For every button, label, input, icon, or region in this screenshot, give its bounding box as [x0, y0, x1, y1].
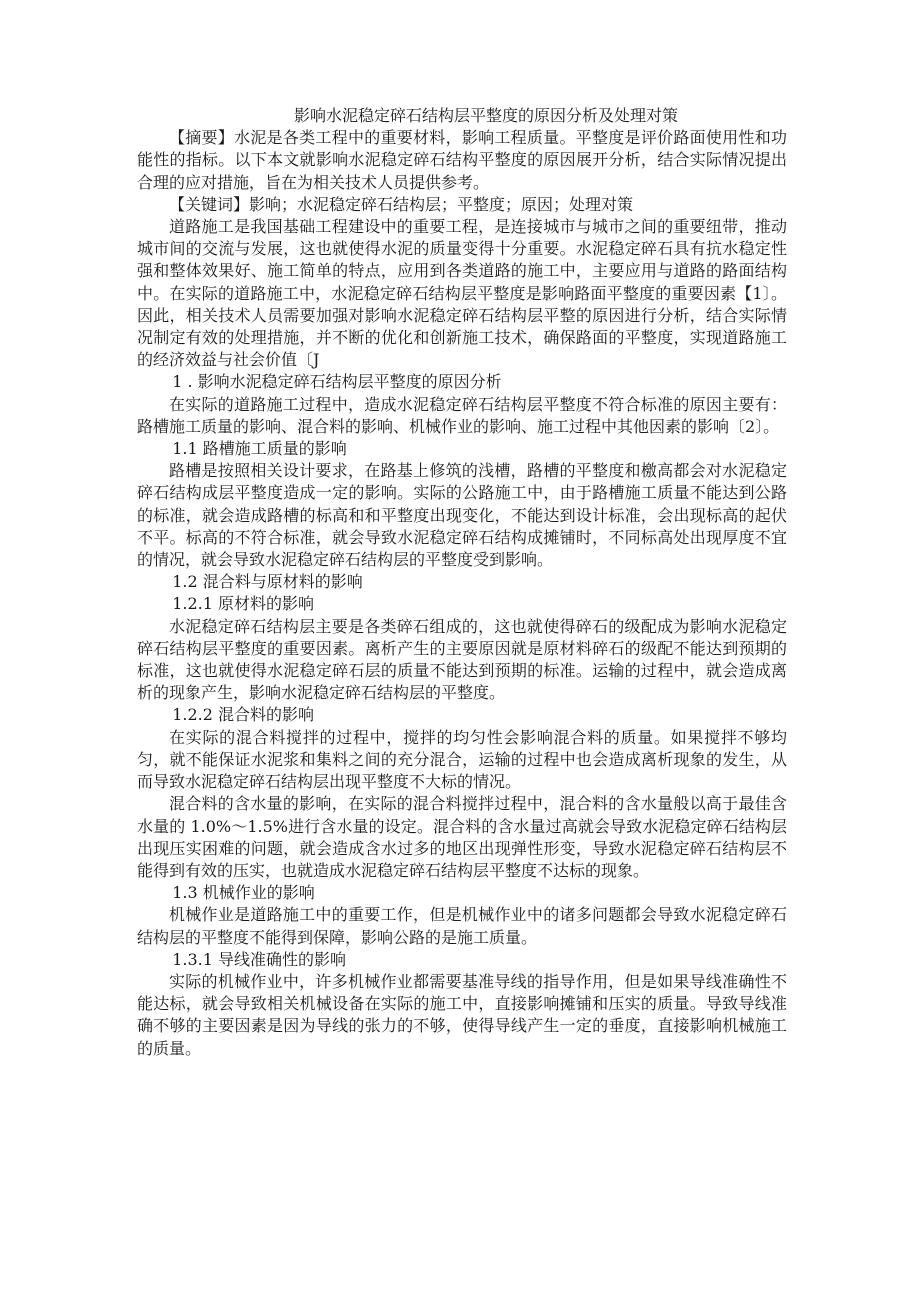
section-1-1-paragraph: 路槽是按照相关设计要求，在路基上修筑的浅槽，路槽的平整度和檄高都会对水泥稳定碎石结构成层平整度造成一定的影响。实际的公路施工中，由于路槽施工质量不能达到公路的标准，就会造成路槽的标高和和平整度出现变化，不能达到设计标准，会出现标高的起伏不平。标高的不符合标准，就会导致水泥稳定碎石结构成摊铺时，不同标高处出现厚度不宜的情况，就会导致水泥稳定碎石结构层的平整度受到影响。 — [137, 461, 787, 570]
section-1-heading: 1 . 影响水泥稳定碎石结构层平整度的原因分析 — [172, 372, 502, 392]
section-1-2-2-heading: 1.2.2 混合料的影响 — [172, 705, 314, 725]
abstract-text: 水泥是各类工程中的重要材料，影响工程质量。平整度是评价路面使用性和功能性的指标。以下本文就影响水泥稳定碎石结构平整度的原因展开分析，结合实际情况提出合理的应对措施，旨在为相关技术人员提供参考。 — [137, 128, 787, 192]
section-1-3-1-heading: 1.3.1 导线准确性的影响 — [172, 949, 346, 969]
section-1-2-2-paragraph-b: 混合料的含水量的影响，在实际的混合料搅拌过程中，混合料的含水量般以高于最佳含水量的 1.0%～1.5%进行含水量的设定。混合料的含水量过高就会导致水泥稳定碎石结构层出现压实困难的问题，就会造成含水过多的地区出现弹性形变，导致水泥稳定碎石结构层不能得到有效的压实，也就造成水泥稳定碎石结构层平整度不达标的现象。 — [137, 794, 787, 880]
section-1-2-2-paragraph-a: 在实际的混合料搅拌的过程中，搅拌的均匀性会影响混合料的质量。如果搅拌不够均匀，就不能保证水泥浆和集料之间的充分混合，运输的过程中也会造成离析现象的发生，从而导致水泥稳定碎石结构层出现平整度不大标的情况。 — [137, 727, 787, 792]
section-1-2-heading: 1.2 混合料与原材料的影响 — [172, 572, 363, 592]
document-body — [137, 105, 787, 1060]
section-1-2-1-heading: 1.2.1 原材料的影响 — [172, 594, 314, 614]
section-1-3-paragraph: 机械作业是道路施工中的重要工作，但是机械作业中的诸多问题都会导致水泥稳定碎石结构层的平整度不能得到保障，影响公路的是施工质量。 — [137, 905, 787, 947]
intro-paragraph: 道路施工是我国基础工程建设中的重要工程，是连接城市与城市之间的重要纽带，推动城市间的交流与发展，这也就使得水泥的质量变得十分重要。水泥稳定碎石具有抗水稳定性强和整体效果好、施工简单的特点，应用到各类道路的施工中，主要应用与道路的路面结构中。在实际的道路施工中，水泥稳定碎石结构层平整度是影响路面平整度的重要因素【1〕。因此，相关技术人员需要加强对影响水泥稳定碎石结构层平整的原因进行分析，结合实际情况制定有效的处理措施，并不断的优化和创新施工技术，确保路面的平整度，实现道路施工的经济效益与社会价值〔J — [137, 217, 787, 370]
document-title: 影响水泥稳定碎石结构层平整度的原因分析及处理对策 — [293, 106, 678, 125]
section-1-paragraph: 在实际的道路施工过程中，造成水泥稳定碎石结构层平整度不符合标准的原因主要有：路槽施工质量的影响、混合料的影响、机械作业的影响、施工过程中其他因素的影响〔2〕。 — [137, 394, 787, 436]
abstract-paragraph — [137, 127, 787, 194]
section-1-2-1-paragraph: 水泥稳定碎石结构层主要是各类碎石组成的，这也就使得碎石的级配成为影响水泥稳定碎石结构层平整度的重要因素。离析产生的主要原因就是原材料碎石的级配不能达到预期的标准，这也就使得水泥稳定碎石层的质量不能达到预期的标准。运输的过程中，就会造成离析的现象产生，影响水泥稳定碎石结构层的平整度。 — [137, 616, 787, 703]
section-1-1-heading: 1.1 路槽施工质量的影响 — [172, 439, 347, 459]
section-1-3-1-paragraph: 实际的机械作业中，许多机械作业都需要基准导线的指导作用，但是如果导线准确性不能达标，就会导致相关机械设备在实际的施工中，直接影响摊铺和压实的质量。导致导线准确不够的主要因素是因为导线的张力的不够，使得导线产生一定的垂度，直接影响机械施工的质量。 — [137, 971, 787, 1058]
keywords-label: 【关键词】 — [169, 194, 250, 214]
abstract-label: 【摘要】 — [169, 128, 235, 148]
section-1-3-heading: 1.3 机械作业的影响 — [172, 883, 315, 903]
keywords-text: 影响；水泥稳定碎石结构层；平整度；原因；处理对策 — [249, 194, 634, 214]
keywords-paragraph — [137, 194, 787, 216]
